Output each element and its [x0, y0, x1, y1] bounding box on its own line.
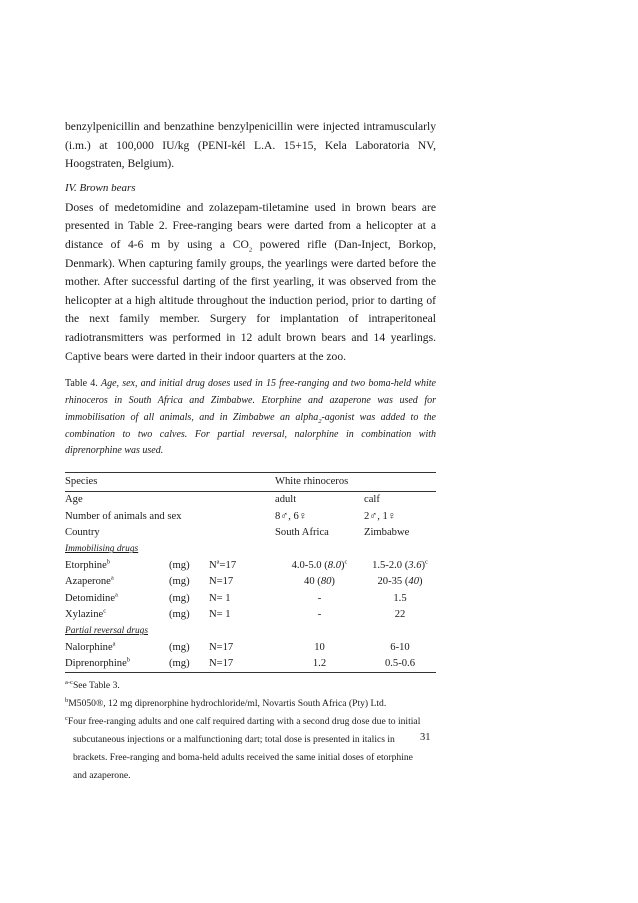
- table-header-row: [65, 473, 436, 492]
- table-footnotes: $^{a-c}$See Table 3. $^b$M5050®, 12 mg diprenorphine hydrochloride/ml, Novartis South Africa (Pty) Ltd. $^c$Four free-ranging adults and one calf required darting with a second drug dose due to initial subcutaneous injections or a malfunctioning dart; total dose is presented in italics in brackets. Free-ranging and boma-held adults received the same initial doses of etorphine and azaperone.: [65, 677, 436, 785]
- col-species: Species: [65, 473, 169, 492]
- page-body: [65, 118, 436, 785]
- table-row-number: Number of animals and sex 8♂, 6♀ 2♂, 1♀: [65, 510, 396, 522]
- table-section-immobilising: Immobilising drugs: [65, 544, 139, 555]
- section-heading-brown-bears: IV. Brown bears: [65, 181, 136, 194]
- table-caption: Table 4. Age, sex, and initial drug doses used in 15 free-ranging and two boma-held white rhinoceros in South Africa and Zimbabwe. Etorphine and azaperone was used for immobilisation of all animals, and in Zimbabwe an alpha$_2$-agonist was added to the combination to two calves. For partial reversal, nalorphine in combination with diprenorphine was used.: [65, 378, 436, 457]
- table-row: Detomidine$^a$ (mg) N= 1 - 1.5: [65, 591, 407, 604]
- table-section-reversal: Partial reversal drugs: [65, 626, 148, 637]
- paragraph-brown-bears: Doses of medetomidine and zolazepam-tiletamine used in brown bears are presented in Table 2. Free-ranging bears were darted from a helicopter at a distance of 4-6 m by using a $CO_2$ powered rifle (Dan-Inject, Borkop, Denmark). When capturing family groups, the yearlings were darted before the mother. After successful darting of the first yearling, it was observed from the helicopter at a high altitude throughout the induction period, prior to darting of the next family member. Surgery for implantation of intraperitoneal radiotransmitters was performed in 12 adult brown bears and 14 yearlings. Captive bears were darted in their indoor quarters at the zoo.: [65, 200, 436, 363]
- table-row: Etorphine$^b$ (mg) $N^a=17$ 4.0-5.0 $(8.0)^c$ 1.5-2.0 $(3.6)^c$: [65, 558, 428, 571]
- table-row-country: Country South Africa Zimbabwe: [65, 527, 410, 539]
- footnote-a-c: $^{a-c}$See Table 3.: [65, 679, 120, 692]
- paragraph-penicillin: benzylpenicillin and benzathine benzylpenicillin were injected intramuscularly (i.m.) at 100,000 IU/kg (PENI-kél L.A. 15+15, Kela Laboratoria NV, Hoogstraten, Belgium).: [65, 120, 436, 171]
- col-white-rhinoceros: White rhinoceros: [275, 473, 436, 492]
- table-row: Azaperone$^a$ (mg) N=17 40 (80) 20-35 (40): [65, 574, 423, 588]
- table-row: Diprenorphine$^b$ (mg) N=17 1.2 0.5-0.6: [65, 656, 415, 670]
- footnote-c: $^c$Four free-ranging adults and one calf required darting with a second drug dose due to initial: [65, 715, 421, 728]
- footnote-b: $^b$M5050®, 12 mg diprenorphine hydrochloride/ml, Novartis South Africa (Pty) Ltd.: [65, 697, 387, 710]
- page-number: 31: [420, 732, 431, 743]
- table-row-age: Age adult calf: [65, 494, 380, 506]
- rhino-drug-table: [65, 472, 436, 673]
- table-row: Nalorphine$^a$ (mg) N=17 10 6-10: [65, 640, 410, 653]
- table-row: Xylazine$^c$ (mg) N= 1 - 22: [65, 607, 406, 620]
